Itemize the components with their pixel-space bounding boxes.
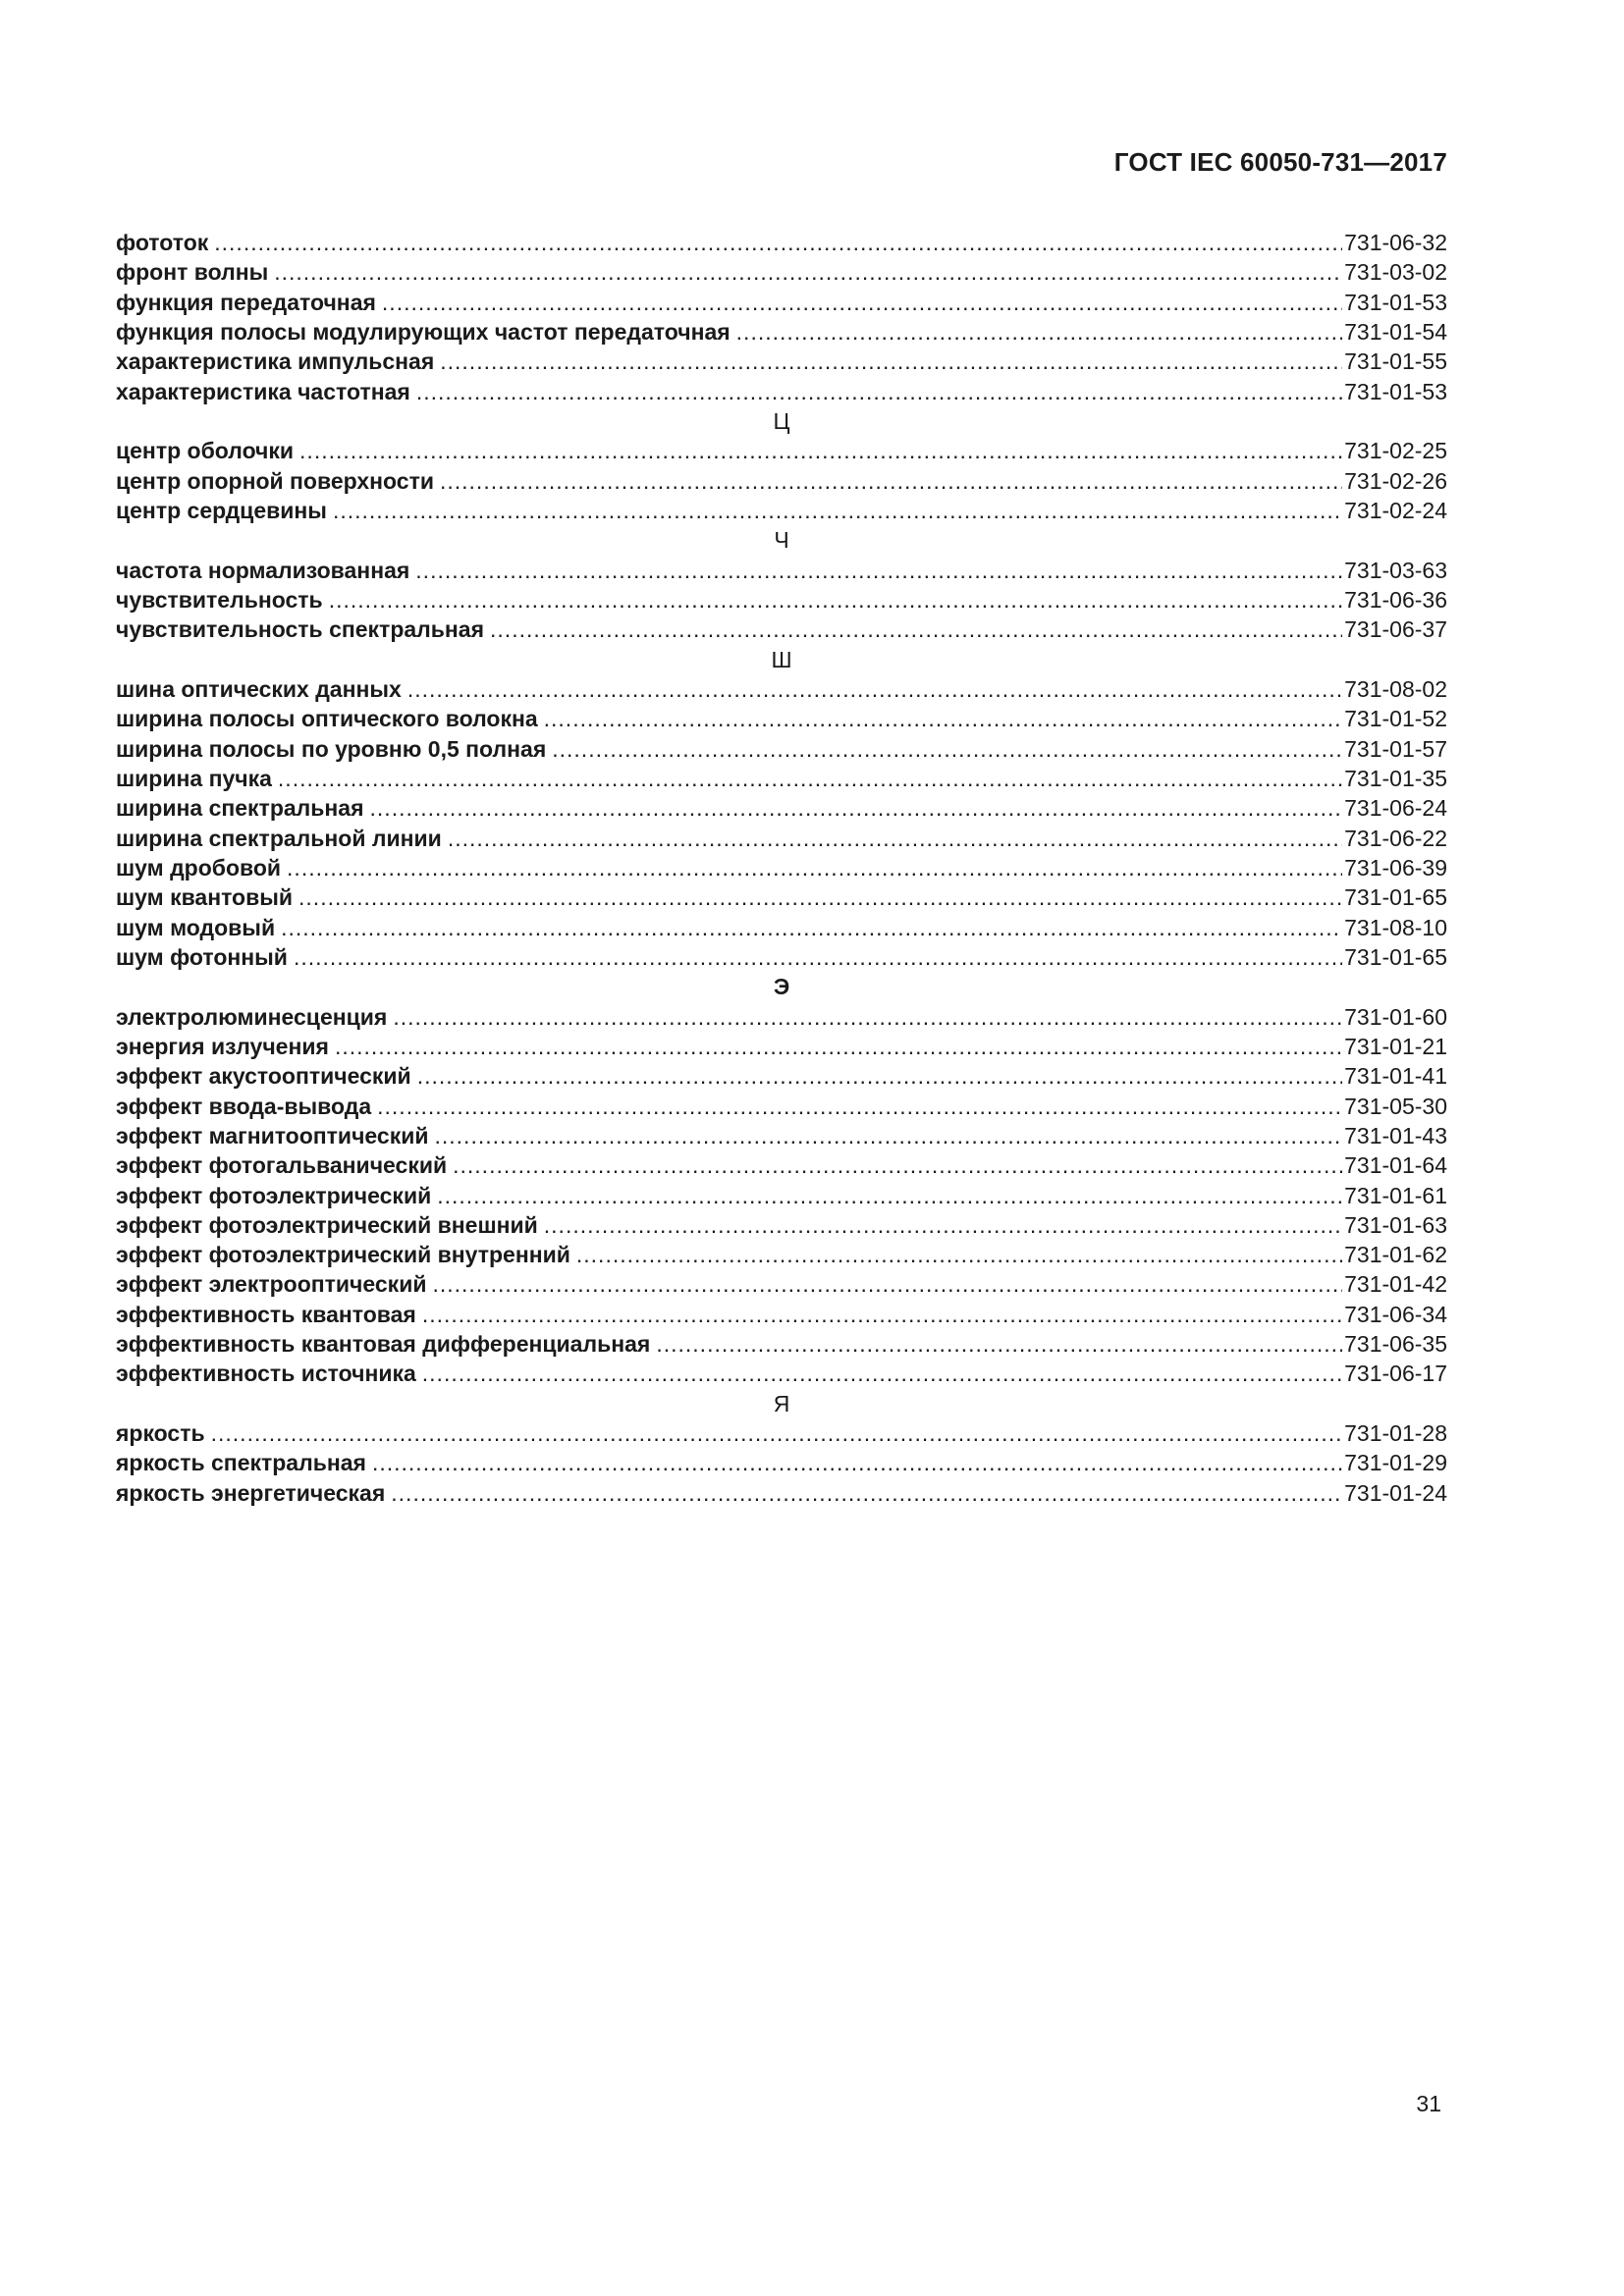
index-section <box>116 1389 1447 1508</box>
entry-code: 731-01-62 <box>1344 1242 1447 1268</box>
entry-term: шум дробовой <box>116 854 282 881</box>
dot-leader <box>416 377 1342 406</box>
entry-code: 731-01-63 <box>1344 1211 1447 1238</box>
section-letter: Ч <box>774 527 789 554</box>
dot-leader <box>274 257 1342 287</box>
entry-code: 731-01-65 <box>1344 943 1447 970</box>
index-entry <box>116 317 1447 347</box>
index-entry <box>116 853 1447 882</box>
entry-term: ширина полосы оптического волокна <box>116 706 538 732</box>
entry-term: ширина полосы по уровню 0,5 полная <box>116 735 547 762</box>
index-entry <box>116 793 1447 823</box>
dot-leader <box>382 288 1342 317</box>
dot-leader <box>294 942 1342 972</box>
entry-term: центр опорной поверхности <box>116 467 434 494</box>
index-entry <box>116 1121 1447 1150</box>
alphabetical-index <box>116 228 1447 1508</box>
index-entry <box>116 347 1447 376</box>
dot-leader <box>440 466 1342 496</box>
entry-code: 731-06-36 <box>1344 586 1447 613</box>
index-entry <box>116 1418 1447 1448</box>
dot-leader <box>281 913 1342 942</box>
index-entry <box>116 1002 1447 1032</box>
index-entry <box>116 674 1447 704</box>
entry-code: 731-06-34 <box>1344 1301 1447 1327</box>
entry-term: ширина спектральной линии <box>116 825 442 851</box>
entry-code: 731-01-43 <box>1344 1122 1447 1148</box>
entry-code: 731-05-30 <box>1344 1093 1447 1119</box>
index-entry <box>116 824 1447 853</box>
dot-leader <box>544 704 1343 733</box>
dot-leader <box>407 674 1342 704</box>
entry-code: 731-01-52 <box>1344 706 1447 732</box>
index-entry <box>116 1329 1447 1359</box>
entry-term: эффект электрооптический <box>116 1271 427 1298</box>
entry-term: ширина спектральная <box>116 795 364 822</box>
index-section <box>116 525 1447 644</box>
entry-term: эффект акустооптический <box>116 1063 411 1090</box>
entry-code: 731-01-28 <box>1344 1420 1447 1447</box>
index-entry <box>116 466 1447 496</box>
index-entry <box>116 1448 1447 1477</box>
entry-term: эффект фотогальванический <box>116 1152 448 1179</box>
entry-term: эффективность квантовая дифференциальная <box>116 1331 651 1358</box>
index-entry <box>116 764 1447 793</box>
index-entry <box>116 556 1447 585</box>
index-entry <box>116 1240 1447 1269</box>
dot-leader <box>214 228 1342 257</box>
entry-term: эффект фотоэлектрический внешний <box>116 1211 538 1238</box>
page-number: 31 <box>1416 2091 1441 2116</box>
entry-code: 731-03-63 <box>1344 557 1447 583</box>
dot-leader <box>422 1359 1342 1388</box>
dot-leader <box>287 853 1342 882</box>
dot-leader <box>335 1032 1342 1061</box>
document-header-title: ГОСТ IEC 60050-731—2017 <box>1113 147 1447 177</box>
entry-code: 731-06-35 <box>1344 1331 1447 1358</box>
index-entry <box>116 1061 1447 1091</box>
dot-leader <box>490 614 1342 644</box>
dot-leader <box>393 1002 1342 1032</box>
entry-code: 731-02-24 <box>1344 497 1447 523</box>
entry-code: 731-06-17 <box>1344 1361 1447 1387</box>
dot-leader <box>298 882 1342 912</box>
entry-code: 731-01-55 <box>1344 348 1447 375</box>
entry-code: 731-01-57 <box>1344 735 1447 762</box>
entry-term: эффект ввода-вывода <box>116 1093 372 1119</box>
section-letter: Э <box>773 974 790 1000</box>
entry-term: характеристика частотная <box>116 378 410 404</box>
entry-term: центр оболочки <box>116 438 295 464</box>
index-entry <box>116 436 1447 465</box>
entry-code: 731-06-32 <box>1344 230 1447 255</box>
entry-code: 731-01-54 <box>1344 318 1447 345</box>
index-entry <box>116 1181 1447 1210</box>
index-entry <box>116 1478 1447 1508</box>
entry-code: 731-01-53 <box>1344 378 1447 404</box>
entry-code: 731-01-61 <box>1344 1182 1447 1208</box>
index-entry <box>116 377 1447 406</box>
dot-leader <box>211 1418 1343 1448</box>
dot-leader <box>435 1121 1343 1150</box>
dot-leader <box>656 1329 1342 1359</box>
entry-code: 731-01-64 <box>1344 1152 1447 1179</box>
dot-leader <box>437 1181 1342 1210</box>
index-entry <box>116 288 1447 317</box>
index-section <box>116 406 1447 525</box>
index-entry <box>116 882 1447 912</box>
section-letter: Ш <box>771 646 792 672</box>
dot-leader <box>422 1300 1342 1329</box>
dot-leader <box>736 317 1342 347</box>
dot-leader <box>299 436 1342 465</box>
dot-leader <box>415 556 1342 585</box>
entry-code: 731-01-24 <box>1344 1479 1447 1506</box>
entry-code: 731-01-41 <box>1344 1063 1447 1090</box>
entry-code: 731-06-39 <box>1344 854 1447 881</box>
dot-leader <box>432 1269 1342 1299</box>
entry-code: 731-06-37 <box>1344 616 1447 643</box>
entry-term: эффективность квантовая <box>116 1301 416 1327</box>
dot-leader <box>576 1240 1342 1269</box>
entry-term: фронт волны <box>116 259 269 286</box>
entry-code: 731-06-22 <box>1344 825 1447 851</box>
entry-code: 731-01-60 <box>1344 1003 1447 1030</box>
dot-leader <box>544 1210 1342 1240</box>
index-entry <box>116 913 1447 942</box>
dot-leader <box>329 585 1342 614</box>
entry-term: эффект фотоэлектрический <box>116 1182 432 1208</box>
entry-term: шум фотонный <box>116 943 288 970</box>
entry-term: эффект магнитооптический <box>116 1122 429 1148</box>
dot-leader <box>278 764 1342 793</box>
index-entry <box>116 614 1447 644</box>
entry-code: 731-01-21 <box>1344 1033 1447 1059</box>
entry-term: эффективность источника <box>116 1361 416 1387</box>
entry-term: яркость энергетическая <box>116 1479 386 1506</box>
entry-term: яркость <box>116 1420 205 1447</box>
entry-code: 731-02-25 <box>1344 438 1447 464</box>
dot-leader <box>453 1150 1342 1180</box>
entry-term: шина оптических данных <box>116 675 402 702</box>
index-entry <box>116 1359 1447 1388</box>
entry-code: 731-01-29 <box>1344 1450 1447 1476</box>
index-entry <box>116 1269 1447 1299</box>
dot-leader <box>417 1061 1342 1091</box>
dot-leader <box>552 734 1342 764</box>
entry-code: 731-01-65 <box>1344 884 1447 911</box>
index-entry <box>116 942 1447 972</box>
dot-leader <box>377 1092 1342 1121</box>
entry-code: 731-01-53 <box>1344 289 1447 315</box>
entry-term: характеристика импульсная <box>116 348 435 375</box>
entry-term: центр сердцевины <box>116 497 327 523</box>
dot-leader <box>370 793 1343 823</box>
entry-code: 731-03-02 <box>1344 259 1447 286</box>
entry-term: шум квантовый <box>116 884 294 911</box>
index-entry <box>116 1032 1447 1061</box>
index-entry <box>116 734 1447 764</box>
entry-term: функция передаточная <box>116 289 376 315</box>
entry-term: шум модовый <box>116 914 276 940</box>
dot-leader <box>440 347 1342 376</box>
dot-leader <box>448 824 1342 853</box>
entry-code: 731-01-35 <box>1344 765 1447 791</box>
entry-term: чувствительность спектральная <box>116 616 485 643</box>
entry-code: 731-01-42 <box>1344 1271 1447 1298</box>
dot-leader <box>333 496 1342 525</box>
entry-code: 731-02-26 <box>1344 467 1447 494</box>
index-entry <box>116 228 1447 257</box>
entry-term: эффект фотоэлектрический внутренний <box>116 1242 570 1268</box>
entry-code: 731-08-10 <box>1344 914 1447 940</box>
index-entry <box>116 496 1447 525</box>
index-entry <box>116 704 1447 733</box>
entry-code: 731-08-02 <box>1344 675 1447 702</box>
entry-term: частота нормализованная <box>116 557 410 583</box>
index-section <box>116 228 1447 406</box>
entry-term: яркость спектральная <box>116 1450 366 1476</box>
index-section <box>116 972 1447 1389</box>
index-entry <box>116 585 1447 614</box>
entry-term: ширина пучка <box>116 765 272 791</box>
section-letter: Я <box>773 1390 790 1416</box>
entry-term: электролюминесценция <box>116 1003 388 1030</box>
entry-code: 731-06-24 <box>1344 795 1447 822</box>
entry-term: фототок <box>116 230 209 255</box>
entry-term: энергия излучения <box>116 1033 329 1059</box>
index-entry <box>116 1092 1447 1121</box>
index-entry <box>116 257 1447 287</box>
index-entry <box>116 1300 1447 1329</box>
dot-leader <box>372 1448 1342 1477</box>
dot-leader <box>391 1478 1342 1508</box>
entry-term: функция полосы модулирующих частот передаточная <box>116 318 731 345</box>
index-entry <box>116 1150 1447 1180</box>
section-letter: Ц <box>773 407 790 434</box>
index-entry <box>116 1210 1447 1240</box>
index-section <box>116 645 1447 973</box>
entry-term: чувствительность <box>116 586 323 613</box>
